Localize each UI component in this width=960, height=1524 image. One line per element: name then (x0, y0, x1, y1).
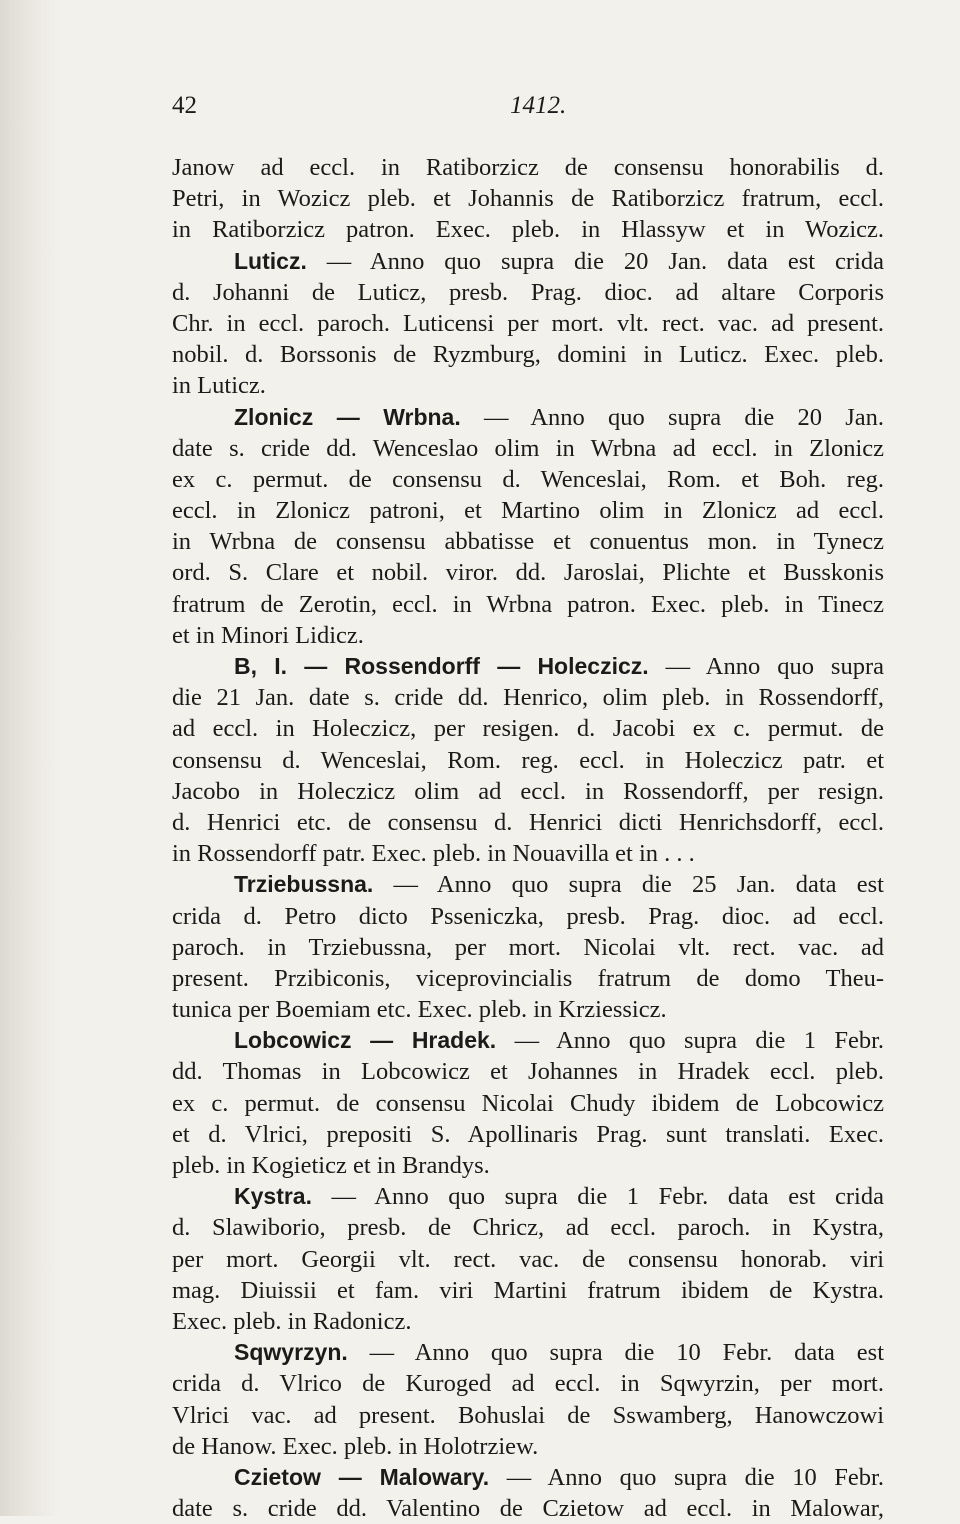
text-line (172, 620, 884, 651)
text-line (172, 807, 884, 838)
running-head-year: 1412. (510, 92, 567, 119)
entry-heading: Lobcowicz — Hradek. (234, 1027, 497, 1054)
entry-text: Vlrici vac. ad present. Bohuslai de Sswamberg, Hanowczowi (172, 1401, 884, 1429)
entry-heading: Luticz. (234, 247, 307, 274)
entry-heading: Zlonicz — Wrbna. (234, 403, 461, 430)
entry-text: present. Przibiconis, viceprovincialis fratrum de domo Theu- (172, 964, 884, 992)
text-line (172, 402, 884, 433)
entry-text: per mort. Georgii vlt. rect. vac. de consensu honorab. viri (172, 1245, 884, 1273)
entry-text: — Anno quo supra (648, 653, 884, 680)
entry-text: crida d. Vlrico de Kuroged ad eccl. in Sqwyrzin, per mort. (172, 1370, 884, 1398)
text-line (172, 1056, 884, 1087)
entry-text: in Ratiborzicz patron. Exec. pleb. in Hlassyw et in Wozicz. (172, 216, 884, 244)
entry-text: ex c. permut. de consensu Nicolai Chudy ibidem de Lobcowicz (172, 1089, 884, 1117)
entry-text: in Luticz. (172, 372, 266, 400)
text-line (172, 246, 884, 277)
text-line (172, 776, 884, 807)
text-line (172, 308, 884, 339)
entry-text: Chr. in eccl. paroch. Luticensi per mort. vlt. rect. vac. ad present. (172, 309, 884, 337)
text-line (172, 526, 884, 557)
entry-text: mag. Diuissii et fam. viri Martini fratrum ibidem de Kystra. (172, 1276, 884, 1304)
text-line (172, 838, 884, 869)
entry-text: date s. cride dd. Wenceslao olim in Wrbna ad eccl. in Zlonicz (172, 434, 884, 462)
entry-heading: Sqwyrzyn. (234, 1339, 348, 1366)
text-line (172, 1368, 884, 1399)
text-line (172, 183, 884, 214)
text-line (172, 464, 884, 495)
entry-text: — Anno quo supra die 10 Febr. (489, 1463, 884, 1491)
entry-text: die 21 Jan. date s. cride dd. Henrico, olim pleb. in Rossendorff, (172, 684, 884, 712)
entry-heading: Czietow — Malowary. (234, 1463, 490, 1490)
text-line (172, 1400, 884, 1431)
entry-text: tunica per Boemiam etc. Exec. pleb. in Krziessicz. (172, 996, 667, 1024)
entry-text: consensu d. Wenceslai, Rom. reg. eccl. in Holeczicz patr. et (172, 746, 884, 774)
entry-text: d. Slawiborio, presb. de Chricz, ad eccl. paroch. in Kystra, (172, 1214, 884, 1242)
entry-text: fratrum de Zerotin, eccl. in Wrbna patron. Exec. pleb. in Tinecz (172, 590, 884, 618)
text-line (172, 495, 884, 526)
text-line (172, 1119, 884, 1150)
entry-text: — Anno quo supra die 25 Jan. data est (373, 871, 884, 899)
text-line (172, 901, 884, 932)
text-line (172, 932, 884, 963)
text-line (172, 1431, 884, 1462)
text-line (172, 682, 884, 713)
entry-text: paroch. in Trziebussna, per mort. Nicolai vlt. rect. vac. ad (172, 933, 884, 961)
text-line (172, 433, 884, 464)
text-line (172, 214, 884, 245)
text-line (172, 277, 884, 308)
text-line (172, 1244, 884, 1275)
text-line (172, 651, 884, 682)
text-line (172, 1337, 884, 1368)
text-line (172, 370, 884, 401)
entry-heading: B, I. — Rossendorff — Holeczicz. (234, 653, 649, 679)
entry-text: dd. Thomas in Lobcowicz et Johannes in Hradek eccl. pleb. (172, 1058, 884, 1086)
entry-text: Janow ad eccl. in Ratiborzicz de consensu honorabilis d. (172, 154, 884, 181)
text-line (172, 994, 884, 1025)
entry-text: de Hanow. Exec. pleb. in Holotrziew. (172, 1432, 539, 1460)
entry-text: Exec. pleb. in Radonicz. (172, 1307, 412, 1335)
text-line (172, 152, 884, 183)
entry-text: — Anno quo supra die 1 Febr. data est crida (311, 1183, 884, 1211)
entry-text: in Wrbna de consensu abbatisse et conuentus mon. in Tynecz (172, 528, 884, 556)
entry-text: d. Johanni de Luticz, presb. Prag. dioc. ad altare Corporis (172, 278, 884, 306)
entry-text: Petri, in Wozicz pleb. et Johannis de Ratiborzicz fratrum, eccl. (172, 185, 884, 213)
entry-text: — Anno quo supra die 20 Jan. data est crida (306, 247, 884, 275)
entry-text: Jacobo in Holeczicz olim ad eccl. in Rossendorff, per resign. (172, 777, 884, 805)
document-page (172, 84, 885, 1523)
text-line (172, 1150, 884, 1181)
text-line (172, 869, 884, 900)
entry-text: eccl. in Zlonicz patroni, et Martino olim in Zlonicz ad eccl. (172, 497, 884, 525)
text-line (172, 1088, 884, 1119)
entry-text: pleb. in Kogieticz et in Brandys. (172, 1152, 490, 1179)
text-line (172, 1493, 884, 1524)
entry-text: ex c. permut. de consensu d. Wenceslai, Rom. et Boh. reg. (172, 465, 884, 493)
entry-text: date s. cride dd. Valentino de Czietow ad eccl. in Malowar, (172, 1495, 884, 1523)
text-line (172, 339, 884, 370)
text-line (172, 1462, 884, 1493)
text-line (172, 1275, 884, 1306)
entry-text: nobil. d. Borssonis de Ryzmburg, domini in Luticz. Exec. pleb. (172, 341, 884, 369)
entry-text: crida d. Petro dicto Psseniczka, presb. Prag. dioc. ad eccl. (172, 902, 884, 930)
entry-text: in Rossendorff patr. Exec. pleb. in Nouavilla et in . . . (172, 840, 695, 868)
body-text (172, 152, 884, 1524)
text-line (172, 745, 884, 776)
text-line (172, 1306, 884, 1337)
entry-heading: Kystra. (234, 1183, 312, 1210)
entry-text: — Anno quo supra die 10 Febr. data est (347, 1339, 884, 1367)
entry-text: — Anno quo supra die 1 Febr. (496, 1027, 885, 1055)
entry-text: ad eccl. in Holeczicz, per resigen. d. Jacobi ex c. permut. de (172, 715, 884, 743)
book-spine-shadow (0, 0, 60, 1516)
text-line (172, 1181, 884, 1212)
entry-text: — Anno quo supra die 20 Jan. (460, 403, 885, 431)
text-line (172, 1025, 884, 1056)
entry-text: d. Henrici etc. de consensu d. Henrici dicti Henrichsdorff, eccl. (172, 808, 884, 836)
page-number: 42 (172, 92, 197, 119)
entry-text: et in Minori Lidicz. (172, 621, 364, 649)
text-line (172, 963, 884, 994)
entry-text: ord. S. Clare et nobil. viror. dd. Jaroslai, Plichte et Busskonis (172, 559, 884, 587)
text-line (172, 1212, 884, 1243)
text-line (172, 557, 884, 588)
page-header (172, 84, 884, 124)
entry-heading: Trziebussna. (234, 871, 374, 898)
text-line (172, 713, 884, 744)
text-line (172, 589, 884, 620)
entry-text: et d. Vlrici, prepositi S. Apollinaris Prag. sunt translati. Exec. (172, 1120, 884, 1148)
